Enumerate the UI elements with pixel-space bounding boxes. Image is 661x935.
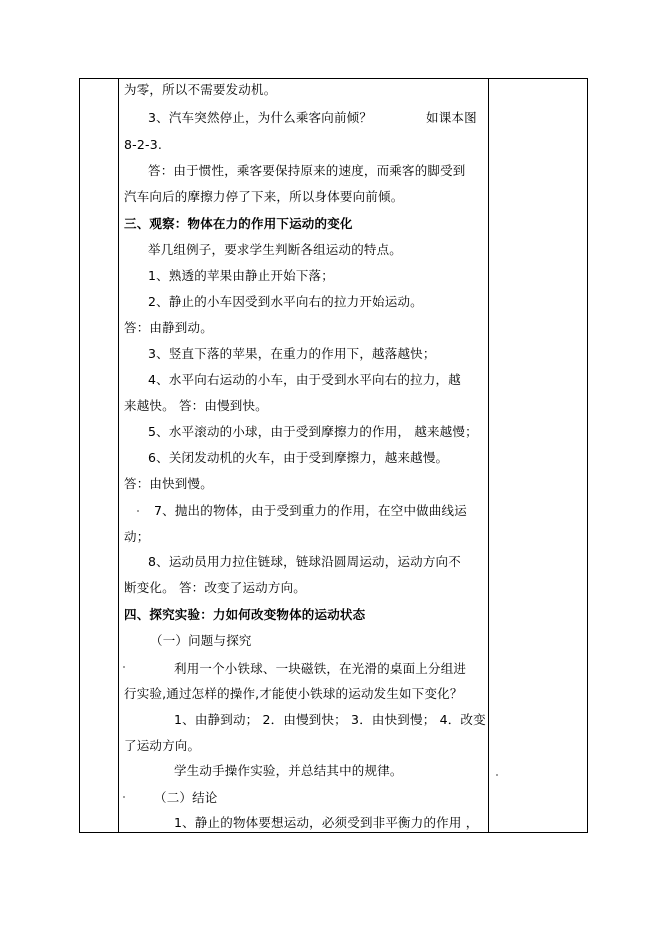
text-line: 答：由静到动。 [124,320,213,335]
text-line: （一）问题与探究 [150,633,252,648]
text-line: 来越快。 答：由慢到快。 [124,398,268,413]
text-line: 利用一个小铁球、一块磁铁，在光滑的桌面上分组进 [174,661,467,676]
text-line: 4、水平向右运动的小车，由于受到水平向右的拉力，越 [148,372,461,387]
text-line: 三、观察：物体在力的作用下运动的变化 [124,216,353,231]
text-line: 1、静止的物体要想运动，必须受到非平衡力的作用 ， [174,815,479,830]
text-line: 答：由快到慢。 [124,476,213,491]
text-line: 5、水平滚动的小球，由于受到摩擦力的作用， 越来越慢； [148,424,478,439]
text-line: 2、静止的小车因受到水平向右的拉力开始运动。 [148,294,423,309]
text-line: 6、关闭发动机的火车，由于受到摩擦力，越来越慢。 [148,450,449,465]
text-line: 动； [124,529,150,544]
text-line: 3、汽车突然停止，为什么乘客向前倾？ [148,110,373,125]
text-line: 行实验,通过怎样的操作,才能使小铁球的运动发生如下变化？ [124,686,463,701]
text-line: 如课本图 [426,110,477,125]
text-line: 8-2-3. [124,137,163,152]
text-line: 3、竖直下落的苹果，在重力的作用下，越落越快； [148,346,436,361]
scan-speck [123,666,125,668]
text-line: 断变化。 答：改变了运动方向。 [124,580,306,595]
text-line: 了运动方向。 [124,738,201,753]
text-line: 学生动手操作实验，并总结其中的规律。 [174,763,403,778]
text-line: 1、熟透的苹果由静止开始下落； [148,268,334,283]
text-line: 答：由于惯性，乘客要保持原来的速度，而乘客的脚受到 [148,163,466,178]
text-line: 举几组例子，要求学生判断各组运动的特点。 [148,242,403,257]
text-line: 8、运动员用力拉住链球，链球沿圆周运动，运动方向不 [148,554,461,569]
scan-speck [123,796,125,798]
table-divider-left [118,79,119,832]
text-line: 四、探究实验：力如何改变物体的运动状态 [124,607,366,622]
table-divider-right [488,79,489,832]
scan-speck [137,510,139,512]
text-line: 1、由静到动； 2．由慢到快； 3．由快到慢； 4．改变 [174,712,486,727]
text-line: 汽车向后的摩擦力停了下来，所以身体要向前倾。 [124,189,404,204]
scan-speck [496,774,498,776]
text-line: 7、抛出的物体，由于受到重力的作用，在空中做曲线运 [154,503,467,518]
text-line: 为零，所以不需要发动机。 [124,82,277,97]
text-line: （二）结论 [154,790,218,805]
